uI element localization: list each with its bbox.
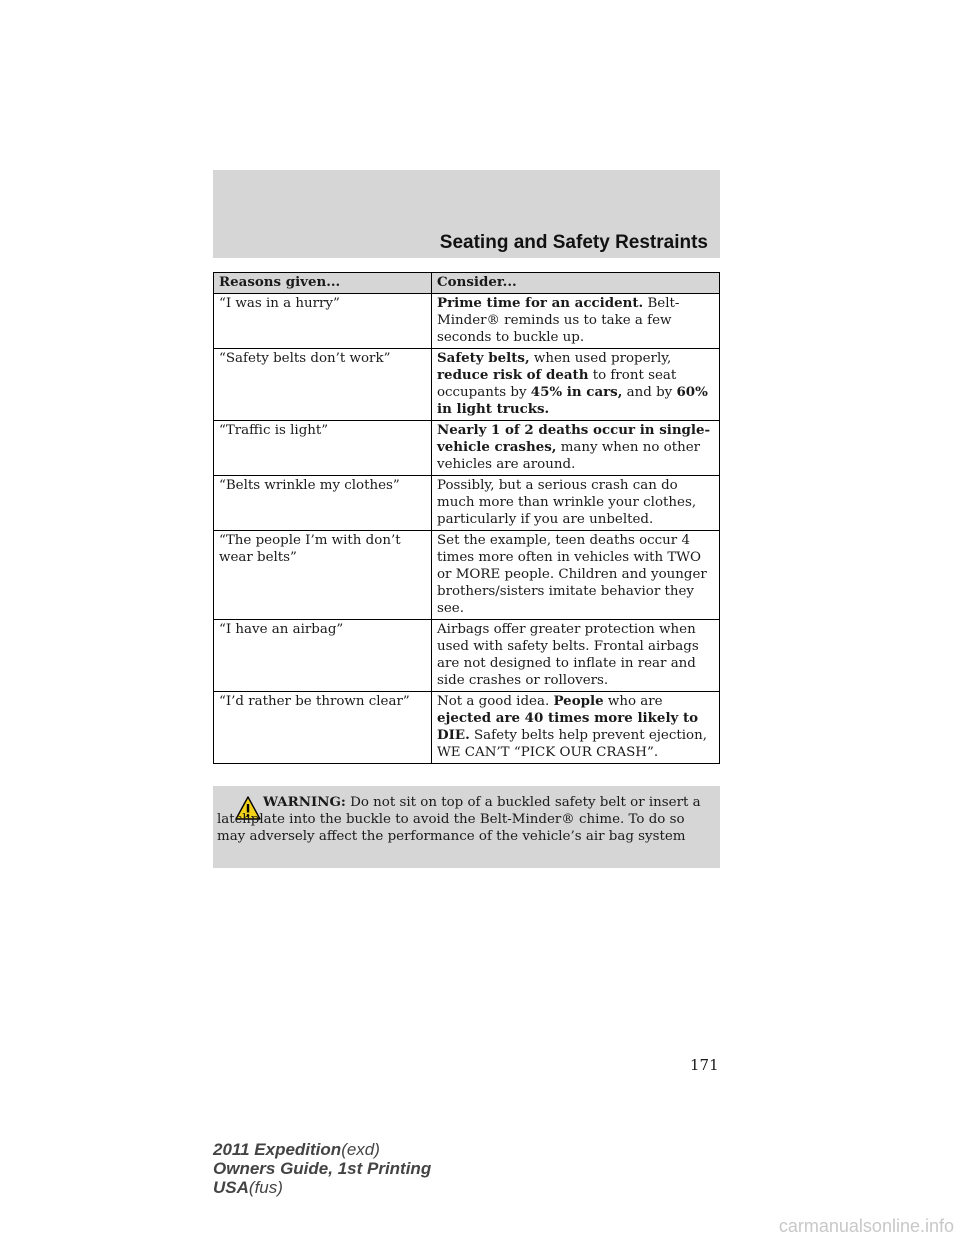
footer-line-3 [213, 1178, 431, 1197]
consider-cell [432, 692, 720, 764]
table-row [214, 531, 720, 620]
reason-cell: “The people I’m with don’t wear belts” [214, 531, 432, 620]
watermark: carmanualsonline.info [778, 1216, 954, 1236]
consider-text: Possibly, but a serious crash can do much more than wrinkle your clothes, particularly if you are unbelted. [437, 478, 697, 527]
footer-market-code: (fus) [248, 1178, 283, 1197]
table-row [214, 294, 720, 349]
consider-text: Not a good idea. [437, 694, 554, 709]
footer-line-1 [213, 1140, 431, 1159]
section-title: Seating and Safety Restraints [439, 232, 708, 253]
reason-cell: “Traffic is light” [214, 421, 432, 476]
warning-box [213, 786, 720, 868]
footer-model-code: (exd) [341, 1140, 380, 1159]
footer-model: 2011 Expedition [213, 1140, 342, 1159]
consider-emphasis: 60% in light trucks. [437, 384, 708, 417]
page-number: 171 [690, 1056, 719, 1074]
consider-text: many when no other vehicles are around. [437, 440, 701, 472]
reason-cell: “I was in a hurry” [214, 294, 432, 349]
reason-cell: “I have an airbag” [214, 620, 432, 692]
warning-body: Do not sit on top of a buckled safety belt or insert a latchplate into the buckle to avoid the Belt-Minder® chime. To do so may adversely affect the performance of the vehicle’s air bag system [217, 795, 701, 844]
col-header-consider: Consider... [432, 273, 720, 294]
consider-text: Airbags offer greater protection when used with safety belts. Frontal airbags are not designed to inflate in rear and side crashes or rollovers. [437, 622, 699, 688]
consider-text: when used properly, [529, 351, 672, 366]
consider-text: who are [603, 694, 663, 709]
consider-cell [432, 531, 720, 620]
consider-emphasis: 45% in cars, [530, 384, 623, 400]
reason-cell: “Safety belts don’t work” [214, 349, 432, 421]
warning-text [217, 794, 713, 845]
col-header-reasons: Reasons given... [214, 273, 432, 294]
consider-cell [432, 620, 720, 692]
reason-cell: “I’d rather be thrown clear” [214, 692, 432, 764]
table-header-row [214, 273, 720, 294]
consider-text: Belt-Minder® reminds us to take a few seconds to buckle up. [437, 296, 680, 345]
table-row [214, 421, 720, 476]
consider-cell [432, 421, 720, 476]
reason-cell: “Belts wrinkle my clothes” [214, 476, 432, 531]
consider-emphasis: Nearly 1 of 2 deaths occur in single-vehicle crashes, [437, 422, 711, 455]
table-row [214, 476, 720, 531]
consider-emphasis: ejected are 40 times more likely to DIE. [437, 710, 699, 743]
header-band [213, 170, 720, 258]
consider-text: Safety belts help prevent ejection, WE CAN’T “PICK OUR CRASH”. [437, 728, 707, 760]
reasons-table [213, 272, 720, 764]
consider-cell [432, 294, 720, 349]
consider-emphasis: People [553, 693, 604, 709]
consider-text: and by [622, 385, 677, 400]
footer-market: USA [213, 1178, 249, 1197]
consider-emphasis: Prime time for an accident. [437, 295, 644, 311]
consider-cell [432, 476, 720, 531]
footer-line-2: Owners Guide, 1st Printing [213, 1159, 432, 1178]
consider-emphasis: Safety belts, [437, 350, 530, 366]
footer [213, 1140, 431, 1197]
table-row [214, 349, 720, 421]
warning-label: WARNING: [263, 794, 346, 810]
consider-emphasis: reduce risk of death [437, 367, 589, 383]
table-row [214, 620, 720, 692]
table-row [214, 692, 720, 764]
consider-text: Set the example, teen deaths occur 4 times more often in vehicles with TWO or MORE people. Children and younger brothers/sisters imitate behavior they see. [437, 533, 707, 616]
consider-cell [432, 349, 720, 421]
consider-text: to front seat occupants by [437, 368, 677, 400]
